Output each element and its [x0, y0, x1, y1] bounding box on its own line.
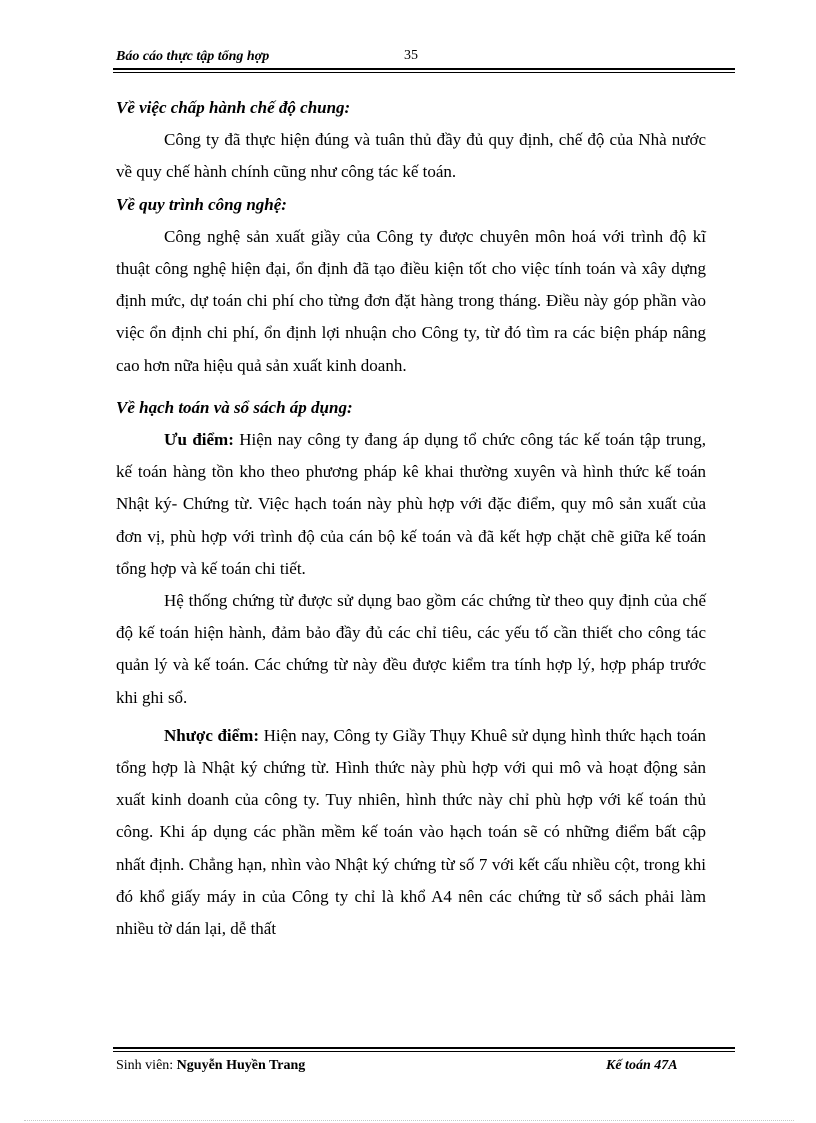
- paragraph: Công nghệ sản xuất giầy của Công ty được chuyên môn hoá với trình độ kĩ thuật công nghệ hiện đại, ổn định đã tạo điều kiện tốt cho việc tính toán và xây dựng định mức, dự toán chi phí cho từng đơn đặt hàng trong tháng. Điều này góp phần vào việc ổn định chi phí, ổn định lợi nhuận cho Công ty, từ đó tìm ra các biện pháp nâng cao hơn nữa hiệu quả sản xuất kinh doanh.: [116, 226, 706, 375]
- advantages-lead: Ưu điểm:: [164, 430, 234, 450]
- disadvantages-lead: Nhược điểm:: [164, 725, 260, 745]
- page-number: 35: [404, 48, 418, 63]
- report-title: Báo cáo thực tập tổng hợp: [116, 49, 270, 64]
- section-heading: Về quy trình công nghệ:: [116, 194, 287, 214]
- document-body: [116, 92, 706, 945]
- paragraph-advantages: [116, 424, 706, 585]
- footer-class: Kế toán 47A: [606, 1058, 678, 1073]
- section-heading: Về hạch toán và sổ sách áp dụng:: [116, 397, 353, 417]
- paragraph: Công ty đã thực hiện đúng và tuân thủ đầy đủ quy định, chế độ của Nhà nước về quy chế hành chính cũng như công tác kế toán.: [116, 130, 706, 182]
- page-bottom-edge: [24, 1120, 794, 1121]
- paragraph-disadvantages: [116, 720, 706, 945]
- advantages-text: Hiện nay công ty đang áp dụng tổ chức công tác kế toán tập trung, kế toán hàng tồn kho theo phương pháp kê khai thường xuyên và hình thức kế toán Nhật ký- Chứng từ. Việc hạch toán này phù hợp với đặc điểm, quy mô sản xuất của đơn vị, phù hợp với trình độ của cán bộ kế toán và đã kết hợp chặt chẽ giữa kế toán tổng hợp và kế toán chi tiết.: [116, 430, 706, 578]
- student-label: Sinh viên:: [116, 1058, 174, 1073]
- section-heading: Về việc chấp hành chế độ chung:: [116, 98, 351, 117]
- disadvantages-text: Hiện nay, Công ty Giầy Thụy Khuê sử dụng hình thức hạch toán tổng hợp là Nhật ký chứng từ. Hình thức này phù hợp với qui mô và hoạt động sản xuất kinh doanh của công ty. Tuy nhiên, hình thức này chỉ phù hợp với kế toán thủ công. Khi áp dụng các phần mềm kế toán vào hạch toán sẽ có những điểm bất cập nhất định. Chẳng hạn, nhìn vào Nhật ký chứng từ số 7 với kết cấu nhiều cột, trong khi đó khổ giấy máy in của Công ty chỉ là khổ A4 nên các chứng từ sổ sách phải làm nhiều tờ dán lại, dễ thất: [116, 725, 707, 939]
- header-rule: [113, 68, 735, 73]
- paragraph: Hệ thống chứng từ được sử dụng bao gồm các chứng từ theo quy định của chế độ kế toán hiện hành, đảm bảo đầy đủ các chỉ tiêu, các yếu tố cần thiết cho công tác quản lý và kế toán. Các chứng từ này đều được kiểm tra tính hợp lý, hợp pháp trước khi ghi sổ.: [116, 591, 706, 707]
- student-name: Nguyễn Huyền Trang: [176, 1058, 306, 1073]
- footer-rule: [113, 1047, 735, 1052]
- footer-student: [116, 1058, 305, 1074]
